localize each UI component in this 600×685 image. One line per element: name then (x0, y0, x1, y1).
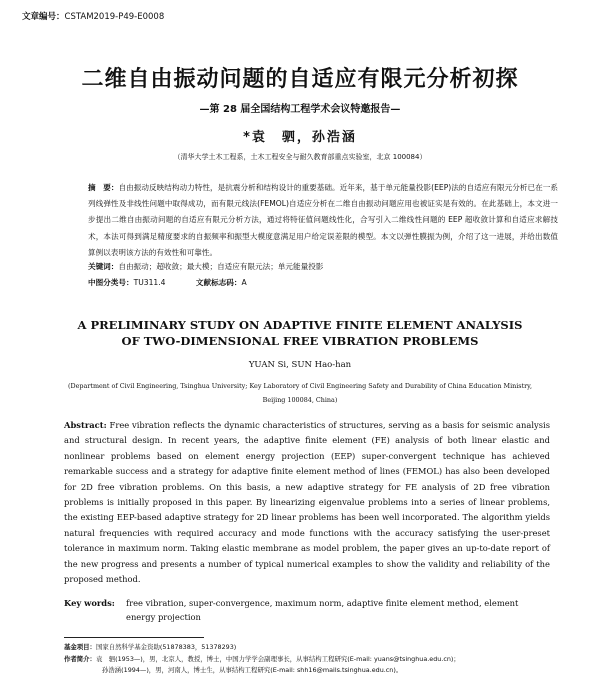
chinese-keywords-text: 自由振动；超收敛；最大模；自适应有限元法；单元能量投影 (118, 262, 324, 271)
english-keywords-text: free vibration, super-convergence, maximum norm, adaptive finite element method, element energy projection (126, 598, 519, 622)
english-abstract-text: Free vibration reflects the dynamic characteristics of structures, serving as a basis for seismic analysis and structural design. In recent years, the adaptive finite element (FE) analysis of both linear elastic and nonlinear problems based on element energy projection (EEP) super-convergent technique has achieved remarkable success and a strategy for adaptive finite element method of lines (FEMOL) has also been developed for 2D free vibration problems. On this basis, a new adaptive strategy for FE analysis of 2D free vibration problems is initially proposed in this paper. By linearizing eigenvalue problems into a series of linear problems, the existing EEP-based adaptive strategy for 2D linear problems has been well incorporated. The algorithm yields natural frequencies with required accuracy and mode functions with the accuracy satisfying the user-preset tolerance in maximum norm. Taking elastic membrane as model problem, the paper gives an up-to-date report of the new progress and presents a number of typical numerical examples to show the validity and reliability of the proposed method. (64, 420, 550, 585)
article-number-value: CSTAM2019-P49-E0008 (64, 12, 165, 22)
english-affiliation-line-1: (Department of Civil Engineering, Tsinghua University; Key Laboratory of Civil Engineering Safety and Durability of China Education Ministry, (68, 382, 532, 390)
chinese-affiliation: （清华大学土木工程系，土木工程安全与耐久教育部重点实验室，北京 100084） (173, 153, 427, 161)
chinese-keywords (88, 261, 558, 272)
doc-code-value: A (241, 278, 247, 287)
english-title-line-2: OF TWO-DIMENSIONAL FREE VIBRATION PROBLEMS (121, 333, 479, 348)
chinese-abstract (88, 180, 558, 261)
english-authors: YUAN Si, SUN Hao-han (248, 360, 352, 370)
english-abstract-label: Abstract: (64, 420, 107, 430)
footnote-divider (64, 637, 204, 638)
english-affiliation-line-2: Beijing 100084, China) (262, 396, 338, 404)
fund-footnote (64, 642, 564, 654)
doc-code-label: 文献标志码： (195, 278, 242, 287)
fund-text: 国家自然科学基金资助(51878383，51378293) (95, 643, 237, 651)
chinese-authors: *袁 驷，孙浩涵 (243, 130, 357, 145)
author-2-info: 孙浩涵(1994—)，男，河南人，博士生，从事结构工程研究(E-mail: shh16@mails.tsinghua.edu.cn)。 (102, 666, 403, 674)
clc-value: TU311.4 (133, 278, 166, 287)
english-affiliation (60, 379, 540, 407)
chinese-classification (88, 277, 558, 288)
chinese-title: 二维自由振动问题的自适应有限元分析初探 (81, 67, 519, 92)
article-number-label: 文章编号： (22, 12, 65, 22)
chinese-abstract-text: 自由振动反映结构动力特性，是抗震分析和结构设计的重要基础。近年来，基于单元能量投影(EEP)法的自适应有限元分析已在一系列线弹性及非线性问题中取得成功，而有限元线法(FEMOL)自适应分析在二维自由振动问题应用也被证实是有效的。在此基础上，本文进一步提出二维自由振动问题的自适应有限元分析方法，通过将特征值问题线性化，合写引入二维线性问题的 EEP 超收敛计算和自适应求解技术，本法可得到满足精度要求的自振频率和振型大模度意满足用户给定误差限的模型。本文以弹性膜振为例，介绍了这一进展，并给出数值算例以表明该方法的有效性和可靠性。 (88, 183, 559, 257)
chinese-subtitle: —第 28 届全国结构工程学术会议特邀报告— (199, 104, 401, 115)
english-abstract (64, 418, 550, 587)
author-1-info: 袁 驷(1953—)，男，北京人，教授，博士，中国力学学会副理事长，从事结构工程研究(E-mail: yuans@tsinghua.edu.cn)； (95, 654, 460, 663)
author-footnote-1 (64, 654, 564, 666)
english-title-line-1: A PRELIMINARY STUDY ON ADAPTIVE FINITE ELEMENT ANALYSIS (77, 318, 523, 332)
chinese-keywords-label: 关键词： (88, 262, 119, 271)
english-keywords (64, 596, 550, 624)
article-number (22, 10, 164, 22)
clc-label: 中图分类号： (88, 278, 134, 287)
fund-label: 基金项目： (64, 643, 96, 651)
chinese-abstract-label: 摘 要： (88, 183, 119, 192)
author-info-label: 作者简介： (64, 654, 96, 663)
english-title (0, 318, 600, 349)
english-keywords-label: Key words: (64, 598, 115, 608)
footnotes (64, 642, 564, 677)
